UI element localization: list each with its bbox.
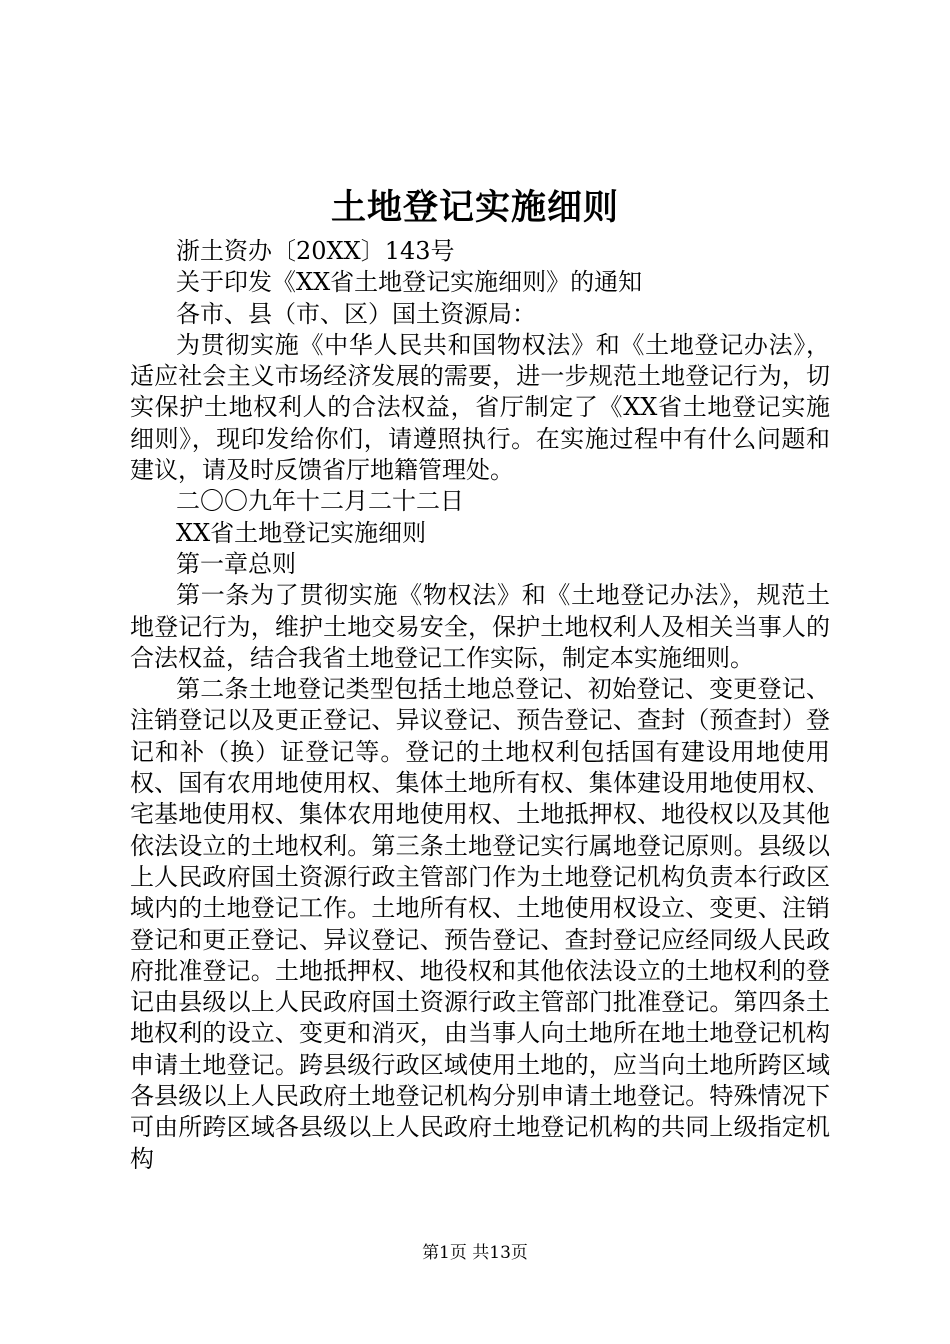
notice-title: 关于印发《XX省土地登记实施细则》的通知 [176,268,643,297]
addressee: 各市、县（市、区）国土资源局： [176,299,536,328]
article-paragraph: 第一条为了贯彻实施《物权法》和《土地登记办法》，规范土地登记行为，维护土地交易安全，保护土地权利人及相关当事人的合法权益，结合我省土地登记工作实际，制定本实施细则。 [130,581,830,672]
document-number: 浙土资办〔20XX〕143号 [176,237,455,265]
article-paragraph: 第二条土地登记类型包括土地总登记、初始登记、变更登记、注销登记以及更正登记、异议登记、预告登记、查封（预查封）登记和补（换）证登记等。登记的土地权利包括国有建设用地使用权、国有农用地使用权、集体土地所有权、集体建设用地使用权、宅基地使用权、集体农用地使用权、土地抵押权、地役权以及其他依法设立的土地权利。第三条土地登记实行属地登记原则。县级以上人民政府国土资源行政主管部门作为土地登记机构负责本行政区域内的土地登记工作。土地所有权、土地使用权设立、变更、注销登记和更正登记、异议登记、预告登记、查封登记应经同级人民政府批准登记。土地抵押权、地役权和其他依法设立的土地权利的登记由县级以上人民政府国土资源行政主管部门批准登记。第四条土地权利的设立、变更和消灭，由当事人向土地所在地土地登记机构申请土地登记。跨县级行政区域使用土地的，应当向土地所跨区域各县级以上人民政府土地登记机构分别申请土地登记。特殊情况下可由所跨区域各县级以上人民政府土地登记机构的共同上级指定机构 [130,675,830,1173]
date-line: 二〇〇九年十二月二十二日 [176,487,464,516]
notice-paragraph: 为贯彻实施《中华人民共和国物权法》和《土地登记办法》，适应社会主义市场经济发展的需要，进一步规范土地登记行为，切实保护土地权利人的合法权益，省厅制定了《XX省土地登记实施细则》，现印发给你们，请遵照执行。在实施过程中有什么问题和建议，请及时反馈省厅地籍管理处。 [130,330,830,485]
page-number-footer: 第1页 共13页 [422,1243,528,1263]
document-body [130,236,830,1175]
regulation-title: XX省土地登记实施细则 [176,518,427,547]
chapter-heading: 第一章总则 [176,549,296,578]
document-title: 土地登记实施细则 [330,187,619,228]
